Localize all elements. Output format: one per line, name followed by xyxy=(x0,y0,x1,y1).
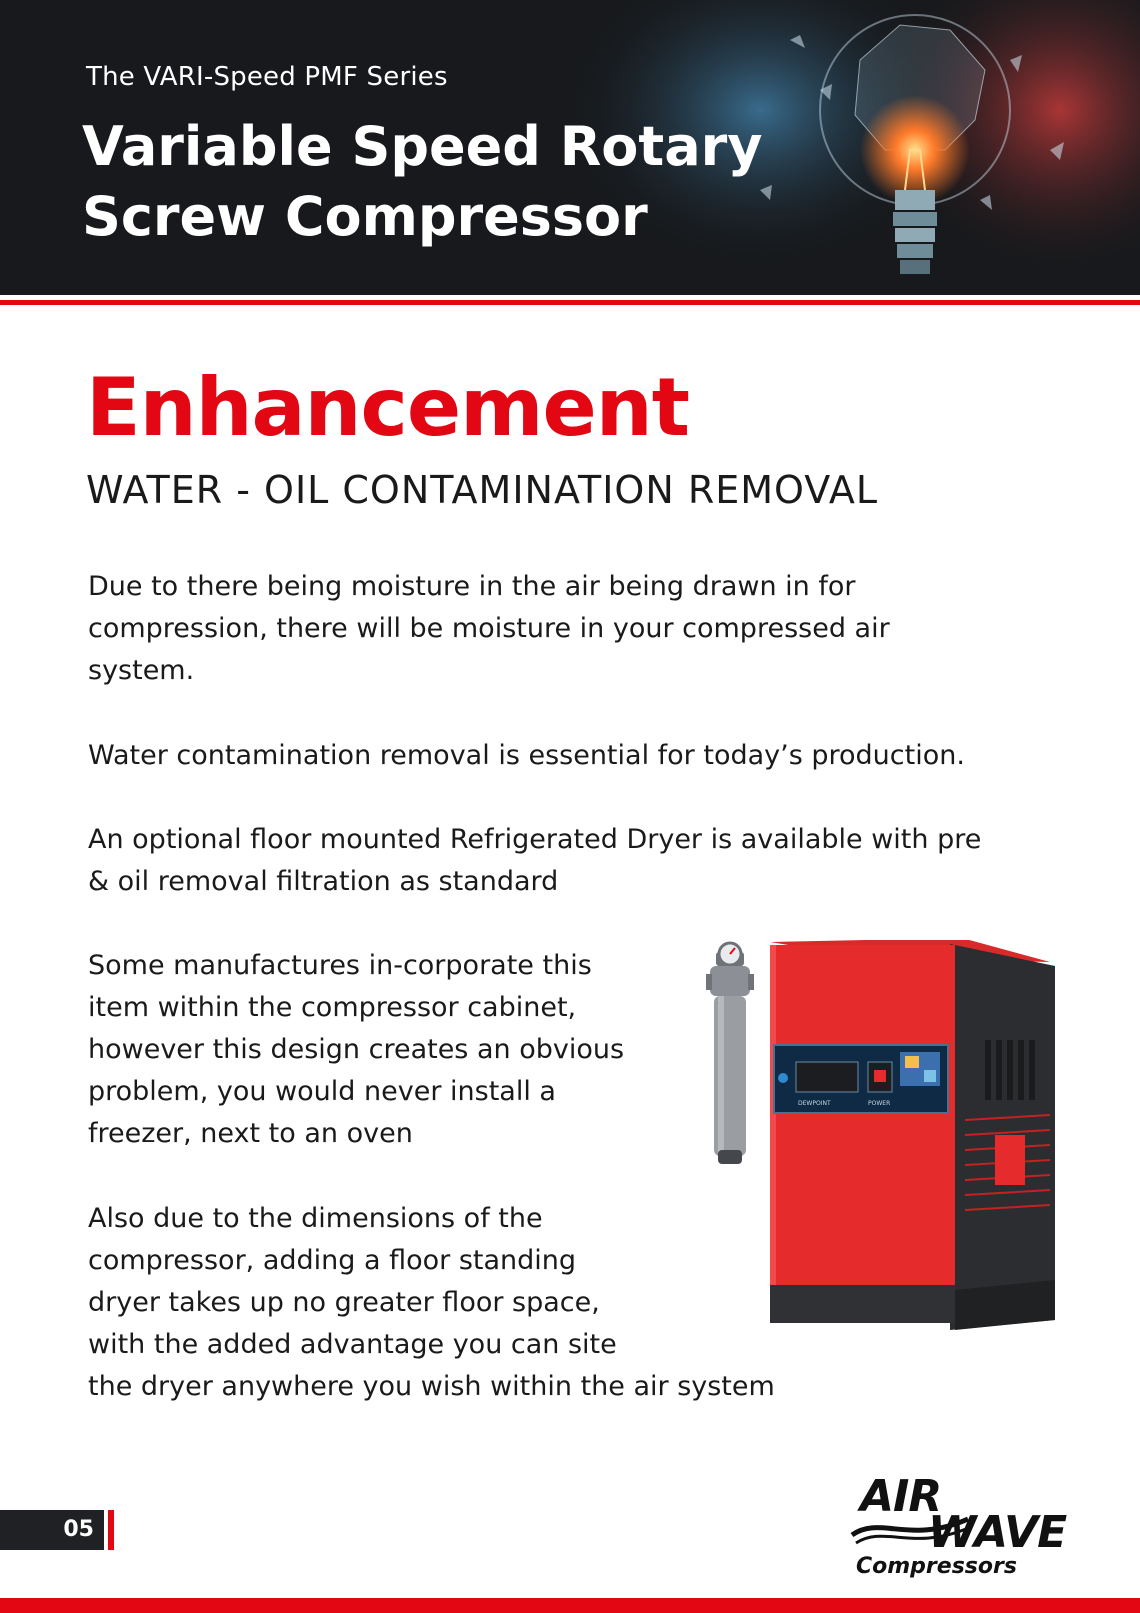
airwave-logo xyxy=(850,1471,1067,1580)
header-banner xyxy=(0,0,1140,297)
paragraph-cabinet-design: Some manufactures in-corporate this item within the compressor cabinet, however this design creates an obvious problem, you would never install a freezer, next to an oven xyxy=(88,950,625,1149)
paragraph-line: compressor, adding a floor standing xyxy=(88,1245,577,1276)
page-number-marker xyxy=(108,1510,114,1550)
power-label: POWER xyxy=(868,1100,891,1107)
page-title-line-1: Variable Speed Rotary xyxy=(82,115,763,178)
page-title-line-2: Screw Compressor xyxy=(82,185,648,248)
page-number: 05 xyxy=(0,1510,104,1550)
logo-wave-text: WAVE xyxy=(928,1507,1067,1558)
logo-compressors-text: Compressors xyxy=(856,1554,1017,1579)
dewpoint-label: DEWPOINT xyxy=(798,1100,831,1107)
header-divider-red xyxy=(0,300,1140,305)
filter-housing-icon xyxy=(706,943,754,1164)
paragraph-water-removal: Water contamination removal is essential for today’s production. xyxy=(88,740,965,771)
paragraph-line: with the added advantage you can site xyxy=(88,1329,617,1360)
header-divider-white xyxy=(0,295,1140,299)
page-title xyxy=(82,112,802,252)
series-label: The VARI-Speed PMF Series xyxy=(86,62,448,92)
paragraph-line: dryer takes up no greater floor space, xyxy=(88,1287,600,1318)
paragraph-line: the dryer anywhere you wish within the air system xyxy=(88,1371,775,1402)
paragraph-optional-dryer: An optional floor mounted Refrigerated Dryer is available with pre & oil removal filtration as standard xyxy=(88,824,982,897)
paragraph-moisture: Due to there being moisture in the air being drawn in for compression, there will be moisture in your compressed air system. xyxy=(88,571,890,686)
footer-bar xyxy=(0,1598,1140,1613)
section-subtitle: WATER - OIL CONTAMINATION REMOVAL xyxy=(86,468,878,512)
dryer-cabinet-icon xyxy=(770,940,1055,1330)
paragraph-line: Also due to the dimensions of the xyxy=(88,1203,543,1234)
refrigerated-dryer-image xyxy=(700,940,1100,1360)
logo-air-text: AIR xyxy=(860,1471,942,1522)
section-title: Enhancement xyxy=(86,361,689,454)
